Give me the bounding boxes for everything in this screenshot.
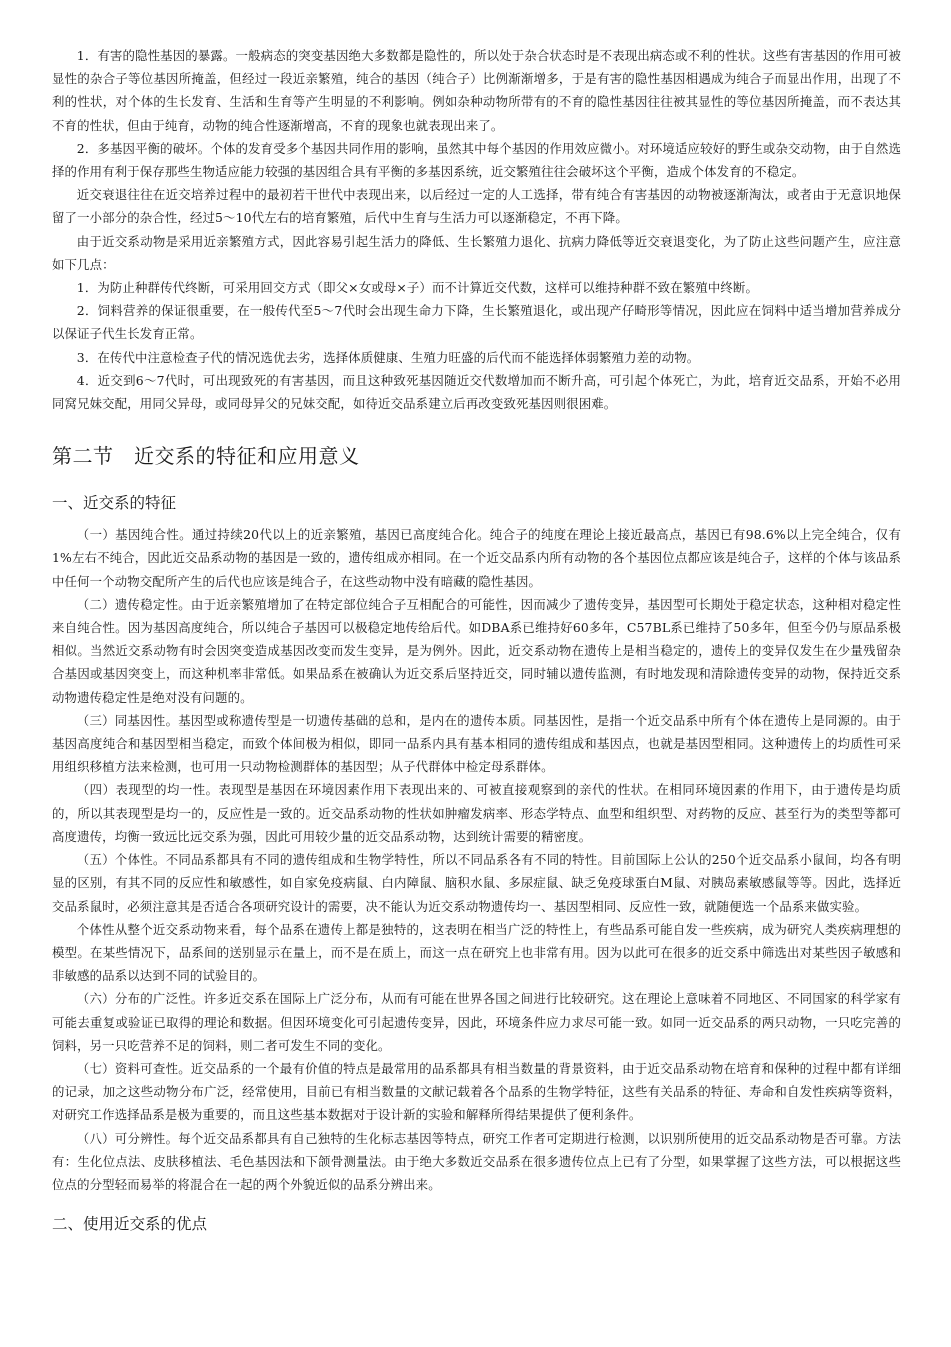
paragraph: （八）可分辨性。每个近交品系都具有自己独特的生化标志基因等特点，研究工作者可定期进行检测，以识别所使用的近交品系动物是否可靠。方法有：生化位点法、皮肤移植法、毛色基因法和下颌骨测量法。由于绝大多数近交品系在很多遗传位点上已有了分型，如果掌握了这些方法，可以根据这些位点的分型轻而易举的将混合在一起的两个外貌近似的品系分辨出来。 [52, 1130, 901, 1192]
paragraph: （三）同基因性。基因型或称遗传型是一切遗传基础的总和，是内在的遗传本质。同基因性，是指一个近交品系中所有个体在遗传上是同源的。由于基因高度纯合和基因型相当稳定，而致个体间极为相似，即同一品系内具有基本相同的遗传组成和基因点，也就是基因型相同。这种遗传上的均质性可采用组织移植方法来检测，也可用一只动物检测群体的基因型；从子代群体中检定母系群体。 [52, 712, 901, 775]
paragraph: 个体性从整个近交系动物来看，每个品系在遗传上都是独特的，这表明在相当广泛的特性上，有些品系可能自发一些疾病，成为研究人类疾病理想的模型。在某些情况下，品系间的送别显示在量上，而不是在质上，而这一点在研究上也非常有用。因为以此可在很多的近交系中筛选出对某些因子敏感和非敏感的品系以达到不同的试验目的。 [52, 921, 901, 984]
paragraph: （七）资料可查性。近交品系的一个最有价值的特点是最常用的品系都具有相当数量的背景资料，由于近交品系动物在培育和保种的过程中都有详细的记录，加之这些动物分布广泛，经常使用，目前已有相当数量的文献记载着各个品系的生物学特征，这些有关品系的特征、寿命和自发性疾病等资料，对研究工作选择品系是极为重要的，而且这些基本数据对于设计新的实验和解释所得结果提供了便利条件。 [52, 1060, 901, 1123]
subsection-heading: 一、近交系的特征 [52, 494, 177, 513]
paragraph: 近交衰退往往在近交培养过程中的最初若干世代中表现出来，以后经过一定的人工选择，带有纯合有害基因的动物被逐渐淘汰，或者由于无意识地保留了一小部分的杂合性，经过5～10代左右的培育繁殖，后代中生育与生活力可以逐渐稳定，不再下降。 [52, 187, 901, 226]
paragraph: 1．有害的隐性基因的暴露。一般病态的突变基因绝大多数都是隐性的，所以处于杂合状态时是不表现出病态或不利的性状。这些有害基因的作用可被显性的杂合子等位基因所掩盖，但经过一段近亲繁殖，纯合的基因（纯合子）比例渐渐增多，于是有害的隐性基因相遇成为纯合子而显出作用，出现了不利的性状，对个体的生长发育、生活和生育等产生明显的不利影响。例如杂种动物所带有的不育的隐性基因往往被其显性的等位基因所掩盖，而不表达其不育的性状，但由于纯育，动物的纯合性逐渐增高，不育的现象也就表现出来了。 [52, 48, 901, 133]
paragraph: 2．多基因平衡的破坏。个体的发育受多个基因共同作用的影响，虽然其中每个基因的作用效应微小。对环境适应较好的野生或杂交动物，由于自然选择的作用有利于保存那些生物适应能力较强的基因组合具有平衡的多基因系统，近交繁殖往往会破坏这个平衡，造成个体发育的不稳定。 [52, 140, 901, 180]
paragraph: （一）基因纯合性。通过持续20代以上的近亲繁殖，基因已高度纯合化。纯合子的纯度在理论上接近最高点，基因已有98.6%以上完全纯合，仅有1%左右不纯合，因此近交品系动物的基因是一致的，遗传组成亦相同。在一个近交品系内所有动物的各个基因位点都应该是纯合子，这样的个体与该品系中任何一个动物交配所产生的后代也应该是纯合子，在这些动物中没有暗藏的隐性基因。 [52, 527, 901, 589]
paragraph: 由于近交系动物是采用近亲繁殖方式，因此容易引起生活力的降低、生长繁殖力退化、抗病力降低等近交衰退变化，为了防止这些问题产生，应注意如下几点： [52, 233, 901, 272]
top-section [52, 44, 901, 415]
subsection-heading: 二、使用近交系的优点 [52, 1215, 208, 1234]
paragraph: （六）分布的广泛性。许多近交系在国际上广泛分布，从而有可能在世界各国之间进行比较研究。这在理论上意味着不同地区、不同国家的科学家有可能去重复或验证已取得的理论和数据。但因环境变化可引起遗传变异，因此，环境条件应力求尽可能一致。如同一近交品系的两只动物，一只吃完善的饲料，另一只吃营养不足的饲料，则二者可发生不同的变化。 [52, 991, 901, 1053]
subsection-body [52, 523, 901, 1196]
paragraph: （五）个体性。不同品系都具有不同的遗传组成和生物学特性，所以不同品系各有不同的特性。目前国际上公认的250个近交品系小鼠间，均各有明显的区别，有其不同的反应性和敏感性，如自家免疫病鼠、白内障鼠、脑积水鼠、多尿症鼠、缺乏免疫球蛋白M鼠、对胰岛素敏感鼠等等。因此，选择近交品系鼠时，必须注意其是否适合各项研究设计的需要，决不能认为近交系动物遗传均一、基因型相同、反应性一致，就随便选一个品系来做实验。 [52, 852, 901, 914]
paragraph: （四）表现型的均一性。表现型是基因在环境因素作用下表现出来的、可被直接观察到的亲代的性状。在相同环境因素的作用下，由于遗传是均质的，所以其表现型是均一的，反应性是一致的。近交品系动物的性状如肿瘤发病率、形态学特点、血型和组织型、对药物的反应、甚至行为的类型等都可高度遗传，均衡一致远比远交系为强，因此可用较少量的近交品系动物，达到统计需要的精密度。 [52, 782, 901, 844]
paragraph: 4．近交到6～7代时，可出现致死的有害基因，而且这种致死基因随近交代数增加而不断升高，可引起个体死亡，为此，培育近交品系，开始不必用同窝兄妹交配，用同父异母，或同母异父的兄妹交配，如待近交品系建立后再改变致死基因则很困难。 [52, 372, 901, 412]
paragraph: 2．饲料营养的保证很重要，在一般传代至5～7代时会出现生命力下降，生长繁殖退化，或出现产仔畸形等情况，因此应在饲料中适当增加营养成分以保证子代生长发育正常。 [52, 303, 901, 342]
paragraph: 1．为防止种群传代终断，可采用回交方式（即父×女或母×子）而不计算近交代数，这样可以维持种群不致在繁殖中终断。 [76, 280, 759, 296]
section-heading: 第二节 近交系的特征和应用意义 [52, 444, 360, 469]
paragraph: （二）遗传稳定性。由于近亲繁殖增加了在特定部位纯合子互相配合的可能性，因而减少了遗传变异，基因型可长期处于稳定状态，这种相对稳定性来自纯合性。因为基因高度纯合，所以纯合子基因可以极稳定地传给后代。如DBA系已维持好60多年，C57BL系已维持了50多年，但至今仍与原品系极相似。当然近交系动物有时会因突变造成基因改变而发生变异，是为例外。因此，近交系动物在遗传上是相当稳定的，遗传上的变异仅发生在少量残留杂合基因或基因突变上，而这种机率非常低。如果品系在被确认为近交系后坚持近交，同时辅以遗传监测，有时地发现和清除遗传变异的动物，保持近交系动物遗传稳定性是绝对没有问题的。 [52, 596, 901, 705]
paragraph: 3．在传代中注意检查子代的情况选优去劣，选择体质健康、生殖力旺盛的后代而不能选择体弱繁殖力差的动物。 [76, 349, 700, 365]
